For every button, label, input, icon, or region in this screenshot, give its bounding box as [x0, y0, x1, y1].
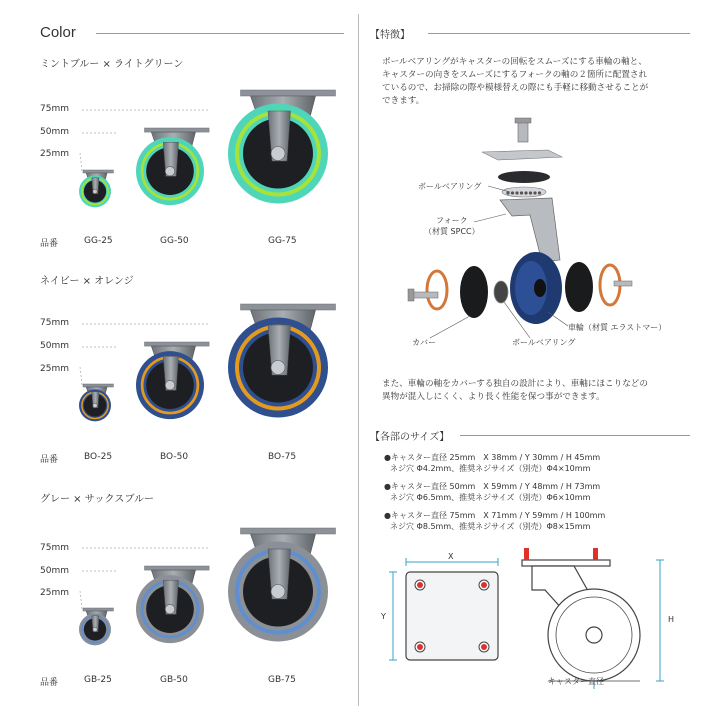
size-label-75: 75mm — [40, 318, 69, 328]
part-label: 品番 — [40, 455, 59, 465]
label-fork: フォーク — [436, 216, 468, 225]
label-wheel: 車輪（材質 エラストマー） — [568, 323, 667, 332]
spec-line: ●キャスター直径 75mm X 71mm / Y 59mm / H 100mm — [384, 511, 606, 520]
label-fork-material: （材質 SPCC） — [424, 227, 480, 236]
code-gb-50: GB-50 — [160, 675, 188, 685]
cover-line: 異物が混入しにくく、より長く性能を保つ事ができます。 — [382, 392, 605, 402]
screw-hole-marker — [481, 644, 487, 650]
code-bo-75: BO-75 — [268, 452, 297, 462]
code-gg-75: GG-75 — [268, 236, 297, 246]
size-label-50: 50mm — [40, 127, 69, 137]
side-screw — [524, 548, 529, 560]
dim-h-label: H — [668, 615, 675, 624]
features-line: できます。 — [382, 96, 425, 106]
spec-line: ネジ穴 Φ8.5mm、推奨ネジサイズ（別売）Φ8×15mm — [390, 522, 591, 531]
screw-hole-marker — [417, 582, 423, 588]
features-heading: 【特徴】 — [370, 30, 410, 41]
size-label-75: 75mm — [40, 543, 69, 553]
features-line: ボールベアリングがキャスターの回転をスムーズにする車輪の軸と、 — [382, 57, 647, 67]
cover-line: また、車輪の軸をカバーする独自の設計により、車軸にほこりなどの — [382, 379, 648, 389]
part-label: 品番 — [40, 678, 59, 688]
code-gg-25: GG-25 — [84, 236, 113, 246]
code-bo-50: BO-50 — [160, 452, 189, 462]
spec-line: ●キャスター直径 25mm X 38mm / Y 30mm / H 45mm — [384, 453, 601, 462]
group-title-gray: グレー × サックスブルー — [40, 494, 155, 505]
features-line: ているので、お掃除の際や模様替えの際にも手軽に移動させることが — [382, 83, 649, 93]
size-label-50: 50mm — [40, 341, 69, 351]
code-bo-25: BO-25 — [84, 452, 113, 462]
side-screw — [593, 548, 598, 560]
size-label-50: 50mm — [40, 566, 69, 576]
size-label-75: 75mm — [40, 104, 69, 114]
side-plate — [522, 560, 610, 566]
code-gb-25: GB-25 — [84, 675, 112, 685]
spec-line: ネジ穴 Φ4.2mm、推奨ネジサイズ（別売）Φ4×10mm — [390, 464, 591, 473]
spec-line: ネジ穴 Φ6.5mm、推奨ネジサイズ（別売）Φ6×10mm — [390, 493, 591, 502]
code-gb-75: GB-75 — [268, 675, 296, 685]
features-line: キャスターの向きをスムーズにするフォークの軸の２箇所に配置され — [382, 70, 648, 80]
code-gg-50: GG-50 — [160, 236, 189, 246]
part-label: 品番 — [40, 239, 59, 249]
label-ball-bearing-top: ボールベアリング — [418, 182, 482, 191]
size-label-25: 25mm — [40, 588, 69, 598]
size-label-25: 25mm — [40, 149, 69, 159]
dimension-parts — [389, 548, 664, 689]
sizes-heading: 【各部のサイズ】 — [370, 432, 450, 443]
dim-y-label: Y — [381, 612, 386, 621]
label-ball-bearing-bottom: ボールベアリング — [512, 338, 576, 347]
side-axle — [586, 627, 602, 643]
screw-hole-marker — [417, 644, 423, 650]
color-heading: Color — [40, 24, 76, 41]
group-title-mint: ミントブルー × ライトグリーン — [40, 59, 184, 70]
size-label-25: 25mm — [40, 364, 69, 374]
group-title-navy: ネイビー × オレンジ — [40, 276, 134, 287]
spec-line: ●キャスター直径 50mm X 59mm / Y 48mm / H 73mm — [384, 482, 601, 491]
label-cover: カバー — [412, 338, 436, 347]
dim-diameter-label: キャスター直径 — [548, 677, 604, 686]
dim-x-label: X — [448, 552, 454, 561]
screw-hole-marker — [481, 582, 487, 588]
